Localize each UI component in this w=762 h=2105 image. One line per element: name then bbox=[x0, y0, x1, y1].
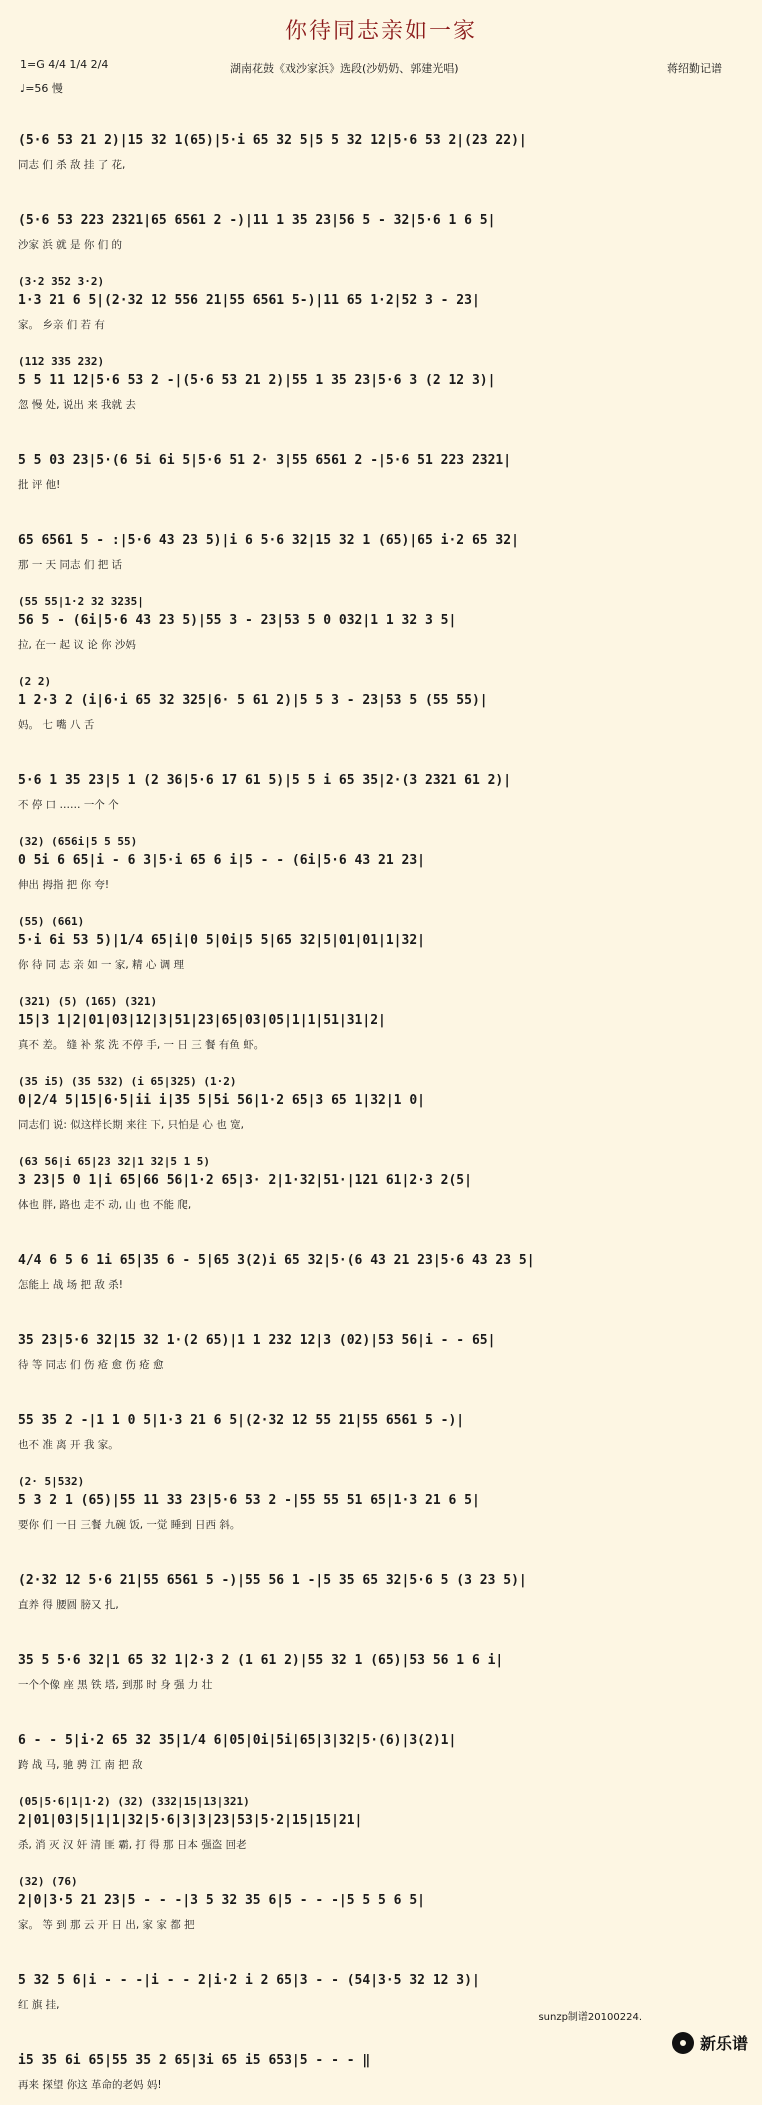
lyrics-line: 红 旗 挂, bbox=[18, 1999, 60, 2011]
score-system bbox=[18, 1865, 744, 1945]
engraver-credit: sunzp制谱20100224. bbox=[538, 2012, 642, 2023]
melody-line: (2·32 12 5·6 21|55 6561 5 -)|55 56 1 -|5 35 65 32|5·6 5 (3 23 5)| bbox=[18, 1573, 527, 1588]
lyrics-line: 拉, 在一 起 议 论 你 沙妈 bbox=[18, 639, 136, 651]
lyrics-line: 再来 探望 你这 革命的老妈 妈! bbox=[18, 2079, 162, 2091]
lyrics-line: 怎能上 战 场 把 敌 杀! bbox=[18, 1279, 123, 1291]
score-system bbox=[18, 745, 744, 825]
melody-line: 5 3 2 1 (65)|55 11 33 23|5·6 53 2 -|55 55 51 65|1·3 21 6 5| bbox=[18, 1493, 480, 1508]
lyrics-line: 沙家 浜 就 是 你 们 的 bbox=[18, 239, 123, 251]
score-system bbox=[18, 985, 744, 1065]
melody-line: 0 5i 6 65|i - 6 3|5·i 65 6 i|5 - - (6i|5·6 43 21 23| bbox=[18, 853, 425, 868]
lyrics-line: 伸出 拇指 把 你 夸! bbox=[18, 879, 110, 891]
melody-line: 4/4 6 5 6 1i 65|35 6 - 5|65 3(2)i 65 32|5·(6 43 21 23|5·6 43 23 5| bbox=[18, 1253, 535, 1268]
score-system bbox=[18, 1465, 744, 1545]
score-system bbox=[18, 1145, 744, 1225]
accompaniment-line: (55) (661) bbox=[18, 915, 85, 928]
accompaniment-line bbox=[18, 1395, 744, 1413]
lyrics-line: 也不 准 离 开 我 家。 bbox=[18, 1439, 119, 1451]
accompaniment-line bbox=[18, 1635, 744, 1653]
accompaniment-line bbox=[18, 2035, 744, 2053]
lyrics-line: 真不 差。 缝 补 浆 洗 不停 手, 一 日 三 餐 有鱼 虾。 bbox=[18, 1039, 265, 1051]
site-logo bbox=[672, 2031, 748, 2054]
lyrics-line: 忽 慢 处, 说出 来 我就 去 bbox=[18, 399, 136, 411]
accompaniment-line bbox=[18, 1235, 744, 1253]
melody-line: 3 23|5 0 1|i 65|66 56|1·2 65|3· 2|1·32|51·|121 61|2·3 2(5| bbox=[18, 1173, 472, 1188]
accompaniment-line: (32) (76) bbox=[18, 1875, 78, 1888]
score-system bbox=[18, 1625, 744, 1705]
score-system bbox=[18, 585, 744, 665]
transcriber-credit: 蒋绍勤记谱 bbox=[667, 62, 722, 75]
melody-line: i5 35 6i 65|55 35 2 65|3i 65 i5 653|5 - - - ‖ bbox=[18, 2053, 371, 2068]
song-subtitle: 湖南花鼓《戏沙家浜》选段(沙奶奶、郭建光唱) bbox=[230, 62, 459, 75]
lyrics-line: 杀, 消 灭 汉 奸 清 匪 霸, 打 得 那 日本 强盗 回老 bbox=[18, 1839, 247, 1851]
lyrics-line: 你 待 同 志 亲 如 一 家, 精 心 调 理 bbox=[18, 959, 185, 971]
accompaniment-line bbox=[18, 755, 744, 773]
score-system bbox=[18, 665, 744, 745]
accompaniment-line bbox=[18, 435, 744, 453]
melody-line: (5·6 53 21 2)|15 32 1(65)|5·i 65 32 5|5 5 32 12|5·6 53 2|(23 22)| bbox=[18, 133, 527, 148]
score-system bbox=[18, 1705, 744, 1785]
lyrics-line: 那 一 天 同志 们 把 话 bbox=[18, 559, 123, 571]
score-system bbox=[18, 505, 744, 585]
score-system bbox=[18, 345, 744, 425]
score-system bbox=[18, 1545, 744, 1625]
score-system bbox=[18, 1385, 744, 1465]
melody-line: 6 - - 5|i·2 65 32 35|1/4 6|05|0i|5i|65|3|32|5·(6)|3(2)1| bbox=[18, 1733, 457, 1748]
lyrics-line: 要你 们 一日 三餐 九碗 饭, 一觉 睡到 日西 斜。 bbox=[18, 1519, 241, 1531]
disc-icon bbox=[672, 2032, 694, 2054]
lyrics-line: 跨 战 马, 驰 骋 江 南 把 敌 bbox=[18, 1759, 143, 1771]
melody-line: 5 32 5 6|i - - -|i - - 2|i·2 i 2 65|3 - - (54|3·5 32 12 3)| bbox=[18, 1973, 480, 1988]
lyrics-line: 不 停 口 …… 一个 个 bbox=[18, 799, 119, 811]
song-title: 你待同志亲如一家 bbox=[284, 19, 477, 44]
accompaniment-line bbox=[18, 1955, 744, 1973]
lyrics-line: 家。 等 到 那 云 开 日 出, 家 家 都 把 bbox=[18, 1919, 195, 1931]
melody-line: 55 35 2 -|1 1 0 5|1·3 21 6 5|(2·32 12 55 21|55 6561 5 -)| bbox=[18, 1413, 465, 1428]
melody-line: 5 5 03 23|5·(6 5i 6i 5|5·6 51 2· 3|55 6561 2 -|5·6 51 223 2321| bbox=[18, 453, 512, 468]
accompaniment-line bbox=[18, 1715, 744, 1733]
score-system bbox=[18, 265, 744, 345]
melody-line: 35 23|5·6 32|15 32 1·(2 65)|1 1 232 12|3 (02)|53 56|i - - 65| bbox=[18, 1333, 496, 1348]
accompaniment-line: (2· 5|532) bbox=[18, 1475, 85, 1488]
melody-line: 5·6 1 35 23|5 1 (2 36|5·6 17 61 5)|5 5 i 65 35|2·(3 2321 61 2)| bbox=[18, 773, 512, 788]
accompaniment-line: (3·2 352 3·2) bbox=[18, 275, 105, 288]
score-system bbox=[18, 1305, 744, 1385]
accompaniment-line: (32) (656i|5 5 55) bbox=[18, 835, 138, 848]
melody-line: 1·3 21 6 5|(2·32 12 556 21|55 6561 5-)|11 65 1·2|52 3 - 23| bbox=[18, 293, 480, 308]
score-system bbox=[18, 1785, 744, 1865]
melody-line: 2|01|03|5|1|1|32|5·6|3|3|23|53|5·2|15|15|21| bbox=[18, 1813, 363, 1828]
melody-line: 0|2/4 5|15|6·5|ii i|35 5|5i 56|1·2 65|3 65 1|32|1 0| bbox=[18, 1093, 425, 1108]
melody-line: 1 2·3 2 (i|6·i 65 32 325|6· 5 61 2)|5 5 3 - 23|53 5 (55 55)| bbox=[18, 693, 488, 708]
score-system bbox=[18, 1225, 744, 1305]
accompaniment-line bbox=[18, 515, 744, 533]
accompaniment-line: (55 55|1·2 32 3235| bbox=[18, 595, 144, 608]
melody-line: 2|0|3·5 21 23|5 - - -|3 5 32 35 6|5 - - -|5 5 5 6 5| bbox=[18, 1893, 425, 1908]
melody-line: 56 5 - (6i|5·6 43 23 5)|55 3 - 23|53 5 0 032|1 1 32 3 5| bbox=[18, 613, 457, 628]
lyrics-line: 一个个像 座 黑 铁 塔, 到那 时 身 强 力 壮 bbox=[18, 1679, 213, 1691]
accompaniment-line: (2 2) bbox=[18, 675, 52, 688]
key-signature: 1=G 4/4 1/4 2/4 bbox=[20, 58, 109, 71]
accompaniment-line: (05|5·6|1|1·2) (32) (332|15|13|321) bbox=[18, 1795, 250, 1808]
lyrics-line: 批 评 他! bbox=[18, 479, 61, 491]
accompaniment-line bbox=[18, 195, 744, 213]
melody-line: 15|3 1|2|01|03|12|3|51|23|65|03|05|1|1|51|31|2| bbox=[18, 1013, 386, 1028]
score-systems bbox=[18, 105, 744, 2105]
lyrics-line: 直养 得 腰圆 膀又 扎, bbox=[18, 1599, 119, 1611]
lyrics-line: 待 等 同志 们 伤 疮 愈 伤 疮 愈 bbox=[18, 1359, 164, 1371]
melody-line: 5 5 11 12|5·6 53 2 -|(5·6 53 21 2)|55 1 35 23|5·6 3 (2 12 3)| bbox=[18, 373, 496, 388]
score-system bbox=[18, 2025, 744, 2105]
score-system bbox=[18, 185, 744, 265]
lyrics-line: 家。 乡亲 们 若 有 bbox=[18, 319, 105, 331]
lyrics-line: 妈。 七 嘴 八 舌 bbox=[18, 719, 95, 731]
melody-line: (5·6 53 223 2321|65 6561 2 -)|11 1 35 23|56 5 - 32|5·6 1 6 5| bbox=[18, 213, 496, 228]
accompaniment-line bbox=[18, 1555, 744, 1573]
score-system bbox=[18, 1065, 744, 1145]
score-system bbox=[18, 105, 744, 185]
accompaniment-line: (35 i5) (35 532) (i 65|325) (1·2) bbox=[18, 1075, 237, 1088]
accompaniment-line bbox=[18, 1315, 744, 1333]
melody-line: 35 5 5·6 32|1 65 32 1|2·3 2 (1 61 2)|55 32 1 (65)|53 56 1 6 i| bbox=[18, 1653, 504, 1668]
score-system bbox=[18, 905, 744, 985]
lyrics-line: 体也 胖, 路也 走不 动, 山 也 不能 爬, bbox=[18, 1199, 192, 1211]
lyrics-line: 同志 们 杀 敌 挂 了 花, bbox=[18, 159, 126, 171]
accompaniment-line: (112 335 232) bbox=[18, 355, 105, 368]
accompaniment-line bbox=[18, 115, 744, 133]
score-system bbox=[18, 825, 744, 905]
melody-line: 5·i 6i 53 5)|1/4 65|i|0 5|0i|5 5|65 32|5|01|01|1|32| bbox=[18, 933, 425, 948]
melody-line: 65 6561 5 - :|5·6 43 23 5)|i 6 5·6 32|15 32 1 (65)|65 i·2 65 32| bbox=[18, 533, 519, 548]
accompaniment-line: (63 56|i 65|23 32|1 32|5 1 5) bbox=[18, 1155, 211, 1168]
score-system bbox=[18, 425, 744, 505]
logo-text: 新乐谱 bbox=[699, 2034, 748, 2053]
accompaniment-line: (321) (5) (165) (321) bbox=[18, 995, 158, 1008]
lyrics-line: 同志们 说: 似这样长期 来往 下, 只怕是 心 也 宽, bbox=[18, 1119, 244, 1131]
tempo-marking: ♩=56 慢 bbox=[20, 82, 63, 95]
